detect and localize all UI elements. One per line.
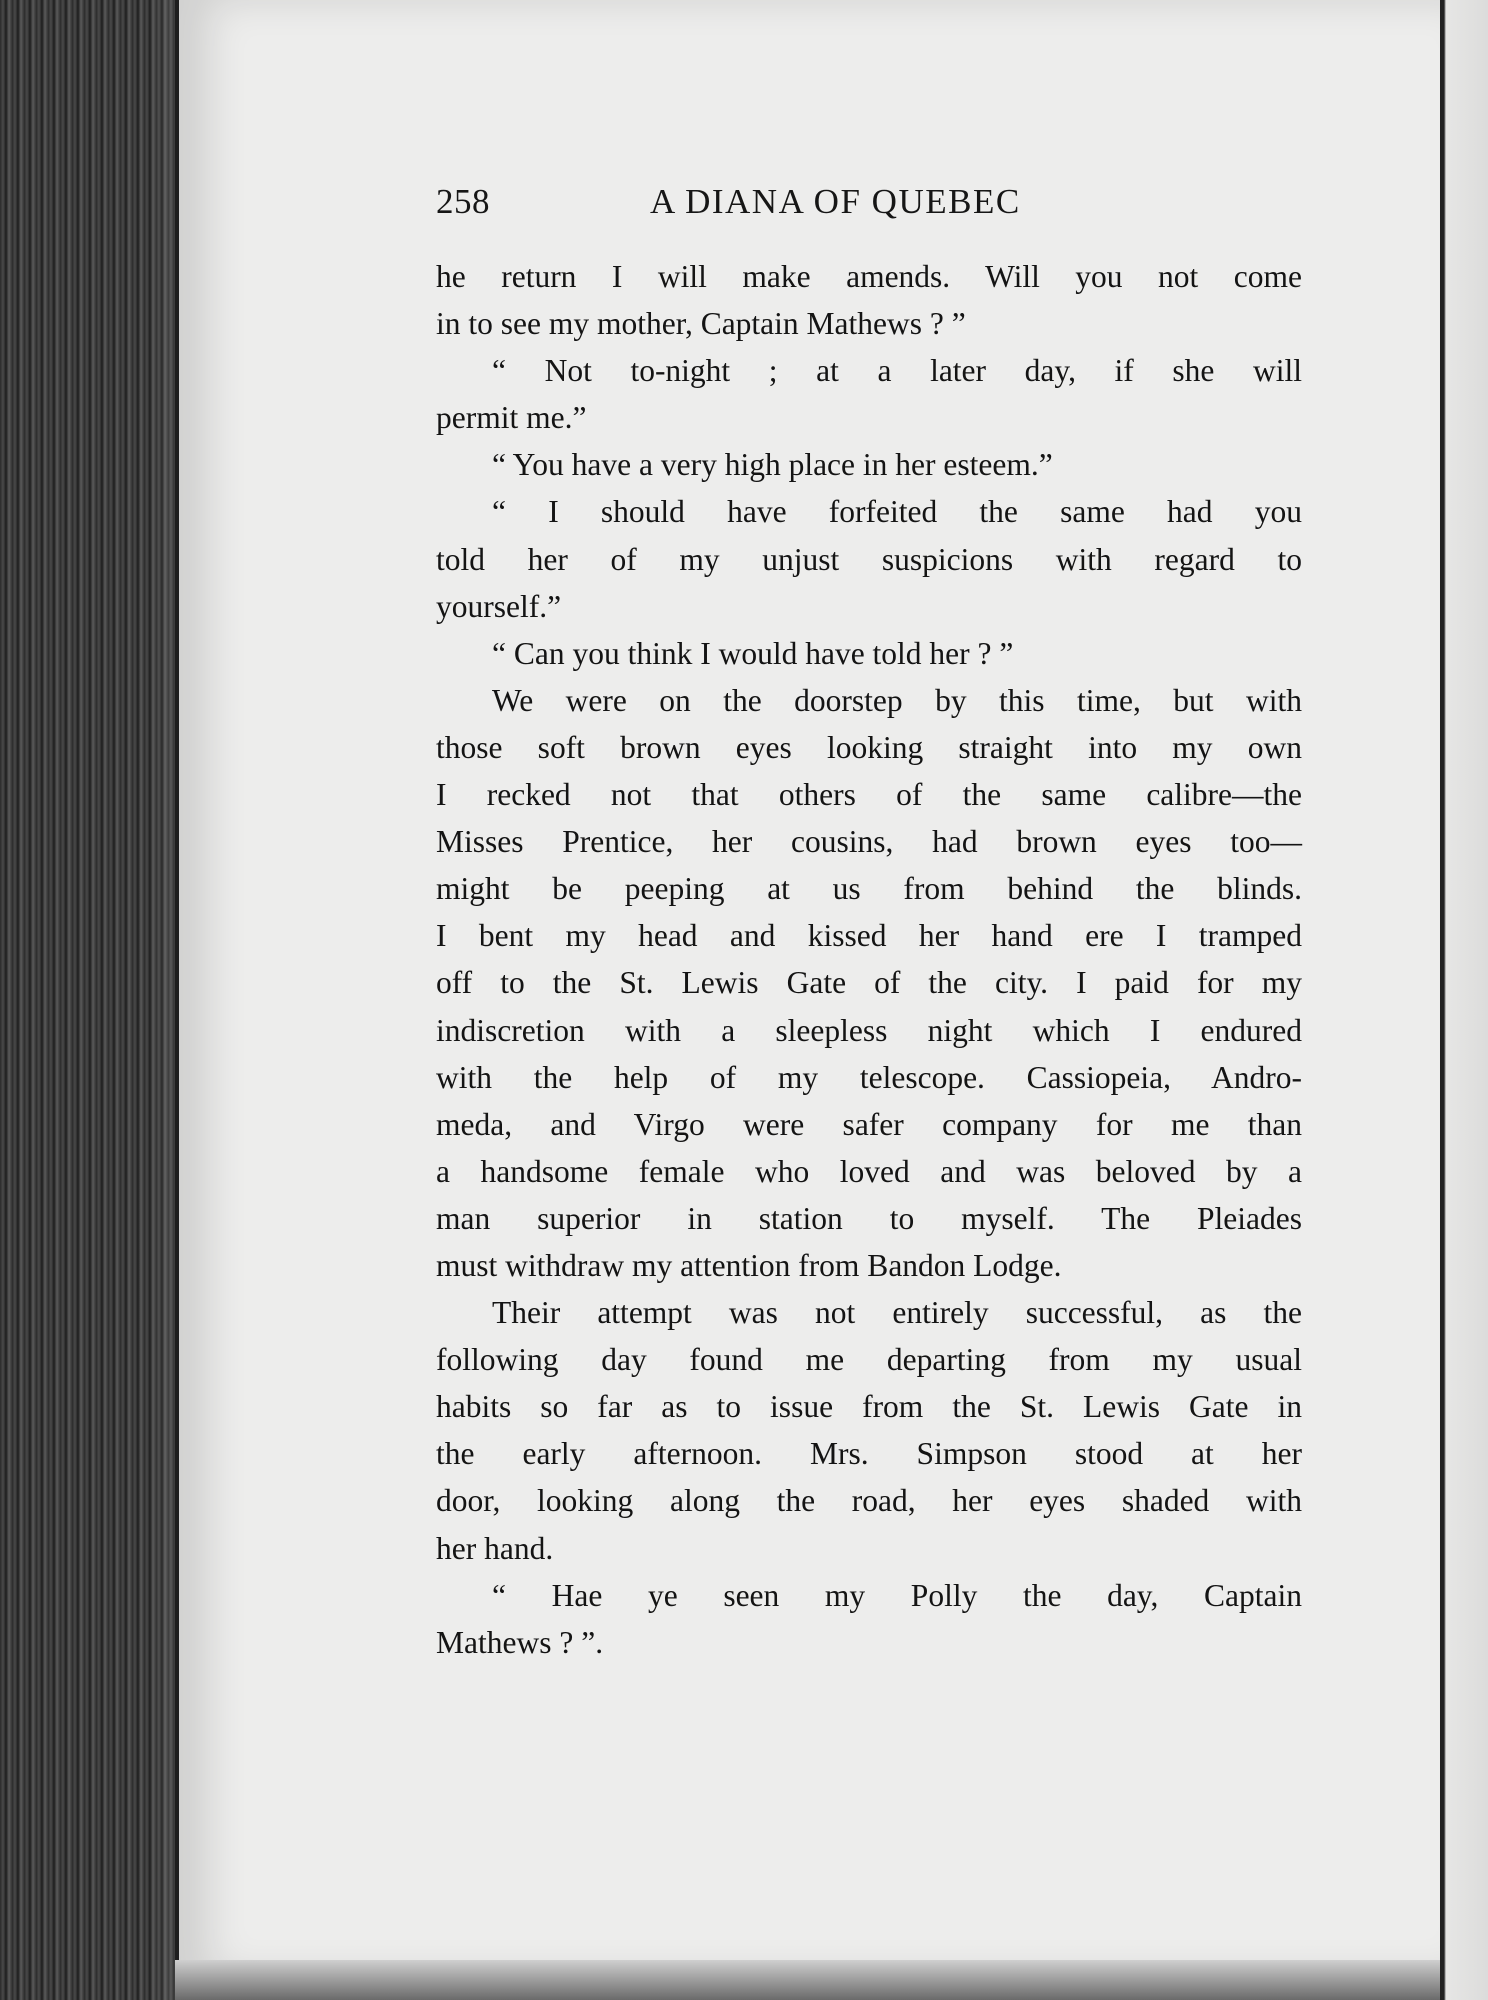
text-line: “ I should have forfeited the same had you: [492, 494, 1302, 530]
text-line: “ Can you think I would have told her ? ”: [492, 635, 1014, 671]
text-line: door, looking along the road, her eyes shaded with: [436, 1483, 1302, 1519]
text-line: I bent my head and kissed her hand ere I tramped: [436, 918, 1302, 954]
text-line: permit me.”: [436, 400, 587, 436]
text-line: We were on the doorstep by this time, but with: [492, 682, 1302, 718]
text-line: man superior in station to myself. The Pleiades: [436, 1200, 1302, 1236]
text-line: “ Not to-night ; at a later day, if she will: [492, 353, 1302, 389]
text-line: off to the St. Lewis Gate of the city. I paid for my: [436, 965, 1302, 1001]
text-line: in to see my mother, Captain Mathews ? ”: [436, 306, 966, 342]
body-text: [436, 253, 1302, 1666]
text-line: yourself.”: [436, 588, 562, 624]
text-line: Misses Prentice, her cousins, had brown eyes too—: [436, 824, 1302, 860]
page-number: 258: [436, 182, 490, 221]
text-line: must withdraw my attention from Bandon Lodge.: [436, 1247, 1062, 1283]
running-title: A DIANA OF QUEBEC: [650, 182, 1021, 221]
page-bottom-edge: [175, 1960, 1440, 2000]
text-line: following day found me departing from my usual: [436, 1342, 1302, 1378]
text-line: the early afternoon. Mrs. Simpson stood at her: [436, 1436, 1302, 1472]
text-line: her hand.: [436, 1530, 554, 1566]
text-line: “ You have a very high place in her esteem.”: [492, 447, 1053, 483]
text-line: Their attempt was not entirely successful, as the: [492, 1295, 1302, 1331]
text-line: a handsome female who loved and was beloved by a: [436, 1153, 1302, 1189]
text-line: Mathews ? ”.: [436, 1624, 604, 1660]
running-header: [436, 182, 1308, 232]
text-line: meda, and Virgo were safer company for me than: [436, 1106, 1302, 1142]
text-line: indiscretion with a sleepless night which I endured: [436, 1012, 1302, 1048]
text-line: told her of my unjust suspicions with regard to: [436, 541, 1302, 577]
facing-page-edge: [1440, 0, 1488, 2000]
text-line: those soft brown eyes looking straight into my own: [436, 729, 1302, 765]
text-line: “ Hae ye seen my Polly the day, Captain: [492, 1577, 1302, 1613]
text-line: habits so far as to issue from the St. Lewis Gate in: [436, 1389, 1302, 1425]
text-line: he return I will make amends. Will you not come: [436, 259, 1302, 294]
text-line: with the help of my telescope. Cassiopeia, Andro-: [436, 1059, 1302, 1095]
text-line: I recked not that others of the same calibre—the: [436, 777, 1302, 813]
text-line: might be peeping at us from behind the blinds.: [436, 871, 1302, 907]
